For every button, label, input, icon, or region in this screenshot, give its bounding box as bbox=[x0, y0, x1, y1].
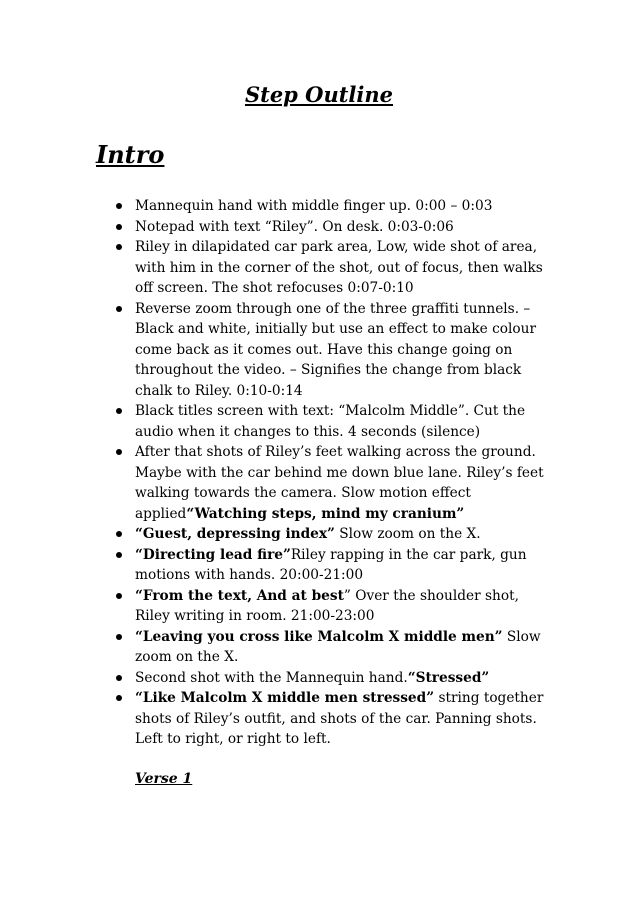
lyric-bold: “Leaving you cross like Malcolm X middle men” bbox=[135, 628, 503, 645]
lyric-bold: “Guest, depressing index” bbox=[135, 526, 335, 542]
list-item-text: Slow zoom on the X. bbox=[334, 526, 481, 542]
section-heading-intro: Intro bbox=[96, 140, 165, 169]
bullet-icon bbox=[116, 306, 122, 312]
bullet-icon bbox=[116, 593, 122, 599]
list-item-text: Slow zoom on the X. bbox=[135, 628, 541, 665]
bullet-icon bbox=[116, 244, 122, 250]
list-item bbox=[116, 442, 556, 524]
list-item bbox=[116, 401, 556, 442]
list-item-text: After that shots of Riley’s feet walking across the ground. Maybe with the car behind me down blue lane. Riley’s feet walking towards the camera. Slow motion effect applied bbox=[135, 444, 544, 522]
bullet-icon bbox=[116, 224, 122, 230]
list-item bbox=[116, 217, 556, 238]
lyric-bold: “Like Malcolm X middle men stressed” bbox=[135, 690, 435, 706]
step-list bbox=[116, 196, 556, 750]
list-item bbox=[116, 237, 556, 299]
list-item-text: ” Over the shoulder shot, Riley writing in room. 21:00-23:00 bbox=[135, 587, 519, 624]
list-item bbox=[116, 688, 556, 750]
section-heading-verse-1: Verse 1 bbox=[135, 771, 193, 787]
list-item bbox=[116, 196, 556, 217]
list-item-text: Reverse zoom through one of the three graffiti tunnels. – Black and white, initially but use an effect to make colour come back as it comes out. Have this change going on throughout the video. – Signifies the change from black chalk to Riley. 0:10-0:14 bbox=[135, 300, 537, 399]
list-item bbox=[116, 668, 556, 689]
list-item bbox=[116, 524, 556, 545]
bullet-icon bbox=[116, 634, 122, 640]
list-item-text: Riley in dilapidated car park area, Low, wide shot of area, with him in the corner of the shot, out of focus, then walks off screen. The shot refocuses 0:07-0:10 bbox=[135, 239, 543, 296]
lyric-bold: “From the text, And at best bbox=[135, 587, 344, 604]
lyric-bold: “Directing lead fire” bbox=[135, 546, 291, 563]
list-item-text: Riley rapping in the car park, gun motions with hands. 20:00-21:00 bbox=[135, 546, 527, 583]
bullet-icon bbox=[116, 531, 122, 537]
bullet-icon bbox=[116, 449, 122, 455]
list-item bbox=[116, 299, 556, 402]
list-item-text: Black titles screen with text: “Malcolm Middle”. Cut the audio when it changes to this. 4 seconds (silence) bbox=[135, 403, 526, 440]
list-item bbox=[116, 545, 556, 586]
page-title: Step Outline bbox=[244, 82, 394, 107]
list-item-text: Mannequin hand with middle finger up. 0:00 – 0:03 bbox=[135, 198, 493, 214]
lyric-bold: “Watching steps, mind my cranium” bbox=[186, 505, 465, 522]
bullet-icon bbox=[116, 695, 122, 701]
list-item-text: Notepad with text “Riley”. On desk. 0:03-0:06 bbox=[135, 218, 454, 235]
bullet-icon bbox=[116, 408, 122, 414]
bullet-icon bbox=[116, 552, 122, 558]
list-item bbox=[116, 627, 556, 668]
bullet-icon bbox=[116, 675, 122, 681]
list-item-text: Second shot with the Mannequin hand. bbox=[135, 669, 408, 686]
lyric-bold: “Stressed” bbox=[407, 669, 490, 686]
bullet-icon bbox=[116, 203, 122, 209]
list-item-text: string together shots of Riley’s outfit, and shots of the car. Panning shots. Left to right, or right to left. bbox=[135, 690, 544, 747]
list-item bbox=[116, 586, 556, 627]
